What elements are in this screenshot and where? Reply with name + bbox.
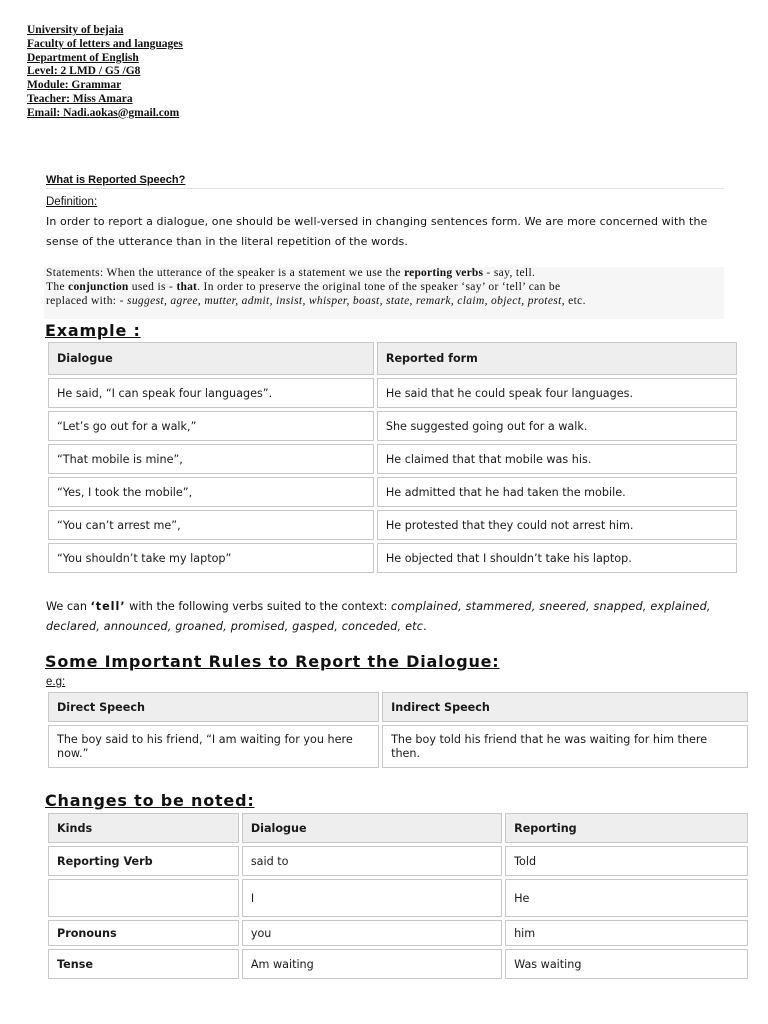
rules-heading: Some Important Rules to Report the Dialogue: [45,652,500,671]
example-reported-cell: He objected that I shouldn’t take his laptop. [377,543,737,573]
changes-header-reporting: Reporting [505,813,748,843]
example-heading: Example : [45,321,141,340]
header-department: Department of English [27,51,139,64]
table-row [48,920,748,946]
statements-line-3: replaced with: - suggest, agree, mutter, admit, insist, whisper, boast, state, remark, claim, object, protest, etc. [46,294,586,307]
example-dialogue-cell: “You can’t arrest me”, [48,510,374,540]
example-header-row [48,342,737,375]
pronouns-reporting-2: him [505,920,748,946]
rules-table [45,689,751,771]
definition-text: In order to report a dialogue, one should be well-versed in changing sentences form. We are more concerned with the sense of the utterance than in the literal repetition of the words. [46,215,708,248]
reporting-verb-label: Reporting Verb [48,846,239,876]
table-row [48,411,737,441]
table-row [48,444,737,474]
table-row [48,543,737,573]
tense-label: Tense [48,949,239,979]
document-header [27,24,183,121]
title-divider [46,188,724,189]
rules-indirect-cell: The boy told his friend that he was waiting for him there then. [382,725,748,768]
example-dialogue-cell: “You shouldn’t take my laptop” [48,543,374,573]
tense-dialogue: Am waiting [242,949,502,979]
table-row [48,378,737,408]
pronouns-reporting-1: He [505,879,748,917]
rules-header-direct: Direct Speech [48,692,379,722]
rules-header-indirect: Indirect Speech [382,692,748,722]
table-row [48,846,748,876]
changes-header-row [48,813,748,843]
header-teacher: Teacher: Miss Amara [27,92,133,105]
header-level: Level: 2 LMD / G5 /G8 [27,65,141,78]
statements-line-1: Statements: When the utterance of the speaker is a statement we use the reporting verbs - say, tell. [46,267,536,279]
table-row [48,510,737,540]
example-header-dialogue: Dialogue [48,342,374,375]
tell-verbs-paragraph: We can ‘tell’ with the following verbs suited to the context: complained, stammered, sneered, snapped, explained, declared, announced, groaned, promised, gasped, conceded, etc. [46,600,711,633]
example-dialogue-cell: “That mobile is mine”, [48,444,374,474]
example-reported-cell: He said that he could speak four languages. [377,378,737,408]
header-email: Email: Nadi.aokas@gmail.com [27,106,180,119]
table-row [48,949,748,979]
example-reported-cell: She suggested going out for a walk. [377,411,737,441]
pronouns-label: Pronouns [48,920,239,946]
changes-heading: Changes to be noted: [45,791,255,810]
table-row [48,879,748,917]
header-module: Module: Grammar [27,79,122,92]
tense-reporting: Was waiting [505,949,748,979]
rules-direct-cell: The boy said to his friend, “I am waiting for you here now.” [48,725,379,768]
section-title-reported-speech: What is Reported Speech? [46,174,186,186]
example-dialogue-cell: “Yes, I took the mobile”, [48,477,374,507]
pronouns-dialogue-2: you [242,920,502,946]
example-reported-cell: He protested that they could not arrest him. [377,510,737,540]
example-table [45,339,740,576]
pronouns-blank-cell [48,879,239,917]
header-faculty: Faculty of letters and languages [27,37,183,50]
reporting-verb-dialogue: said to [242,846,502,876]
pronouns-dialogue-1: I [242,879,502,917]
header-university: University of bejaia [27,24,124,36]
rules-header-row [48,692,748,722]
changes-header-kinds: Kinds [48,813,239,843]
definition-label: Definition: [46,196,98,208]
changes-header-dialogue: Dialogue [242,813,502,843]
example-dialogue-cell: He said, “I can speak four languages”. [48,378,374,408]
statements-box [44,267,724,319]
reporting-verb-reporting: Told [505,846,748,876]
statements-line-2: The conjunction used is - that. In order to preserve the original tone of the speaker ‘say’ or ‘tell’ can be [46,280,561,293]
changes-table [45,810,751,982]
table-row [48,477,737,507]
table-row [48,725,748,768]
example-reported-cell: He admitted that he had taken the mobile. [377,477,737,507]
eg-label: e.g: [46,676,66,688]
example-dialogue-cell: “Let’s go out for a walk,” [48,411,374,441]
example-reported-cell: He claimed that that mobile was his. [377,444,737,474]
example-header-reported: Reported form [377,342,737,375]
